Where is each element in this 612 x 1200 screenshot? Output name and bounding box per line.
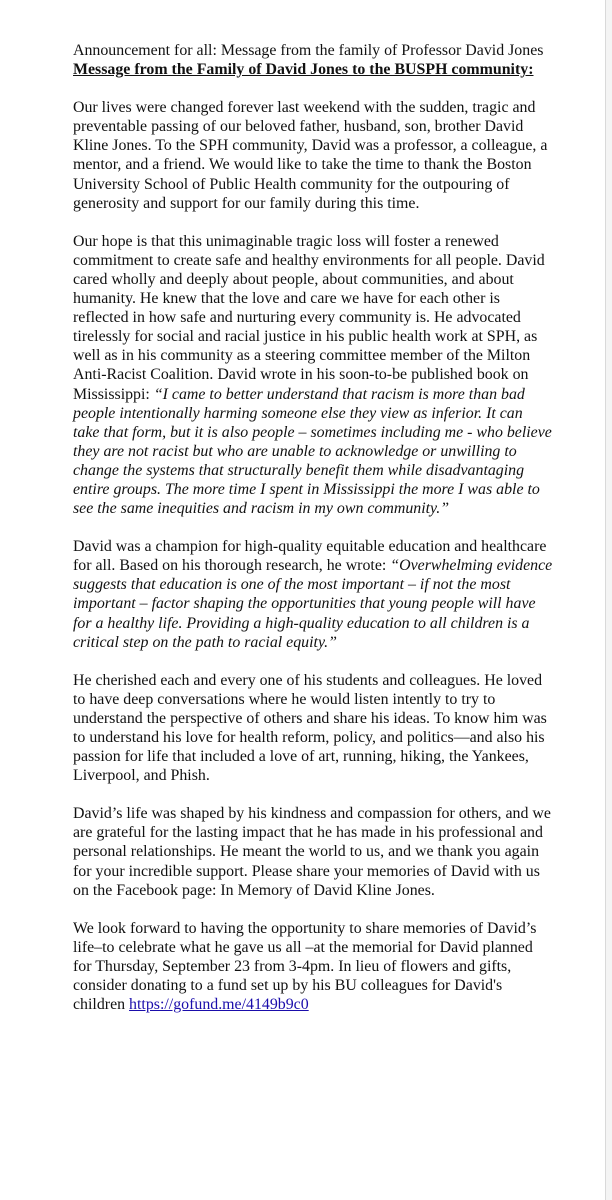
education-quote: “Overwhelming evidence suggests that education is one of the most important – if not the most important – factor shaping the opportunities that young people will have for a healthy life. Providing a high-quality education to all children is a critical step on the path to racial equity.”: [73, 557, 553, 651]
paragraph-education-text: David was a champion for high-quality equitable education and healthcare for all. Based on his thorough research, he wrote:: [73, 538, 547, 575]
paragraph-hope-text: Our hope is that this unimaginable tragic loss will foster a renewed commitment to create safe and healthy environments for all people. David cared wholly and deeply about people, about communities, and about humanity. He knew that the love and care we have for each other is reflected in how safe and nurturing every community is. He advocated tirelessly for social and racial justice in his public health work at SPH, as well as in his community as a steering committee member of the Milton Anti-Racist Coalition. David wrote in his soon-to-be published book on Mississippi:: [73, 232, 545, 403]
message-heading: Message from the Family of David Jones to the BUSPH community:: [73, 61, 534, 79]
page-edge: [606, 0, 612, 1200]
paragraph-cherished: He cherished each and every one of his students and colleagues. He loved to have deep conversations where he would listen intently to try to understand the perspective of others and share his ideas. To know him was to understand his love for health reform, policy, and politics—and also his passion for life that included a love of art, running, hiking, the Yankees, Liverpool, and Phish.: [73, 671, 547, 785]
paragraph-memorial-text: We look forward to having the opportunity to share memories of David’s life–to celebrate what he gave us all –at the memorial for David planned for Thursday, September 23 from 3-4pm. In lieu of flowers and gifts, consider donating to a fund set up by his BU colleagues for David's children: [73, 919, 537, 1014]
paragraph-intro: Our lives were changed forever last weekend with the sudden, tragic and preventable passing of our beloved father, husband, son, brother David Kline Jones. To the SPH community, David was a professor, a colleague, a mentor, and a friend. We would like to take the time to thank the Boston University School of Public Health community for the outpouring of generosity and support for our family during this time.: [73, 99, 548, 212]
paragraph-memorial: [73, 919, 553, 1014]
message-body: [73, 41, 553, 1033]
paragraph-hope: [73, 232, 553, 518]
paragraph-education: [73, 537, 553, 652]
gofund-link[interactable]: https://gofund.me/4149b9c0: [129, 996, 309, 1014]
announcement-title: Announcement for all: Message from the family of Professor David Jones: [73, 42, 544, 59]
mississippi-book-quote: “I came to better understand that racism is more than bad people intentionally harming someone else they view as inferior. It can take that form, but it is also people – sometimes including me - who believe they are not racist but who are unable to acknowledge or unwilling to change the systems that structurally benefit them while disadvantaging entire groups. The more time I spent in Mississippi the more I was able to see the same inequities and racism in my own community.”: [73, 385, 552, 518]
paragraph-life: David’s life was shaped by his kindness and compassion for others, and we are grateful for the lasting impact that he has made in his professional and personal relationships. He meant the world to us, and we thank you again for your incredible support. Please share your memories of David with us on the Facebook page: In Memory of David Kline Jones.: [73, 805, 551, 899]
